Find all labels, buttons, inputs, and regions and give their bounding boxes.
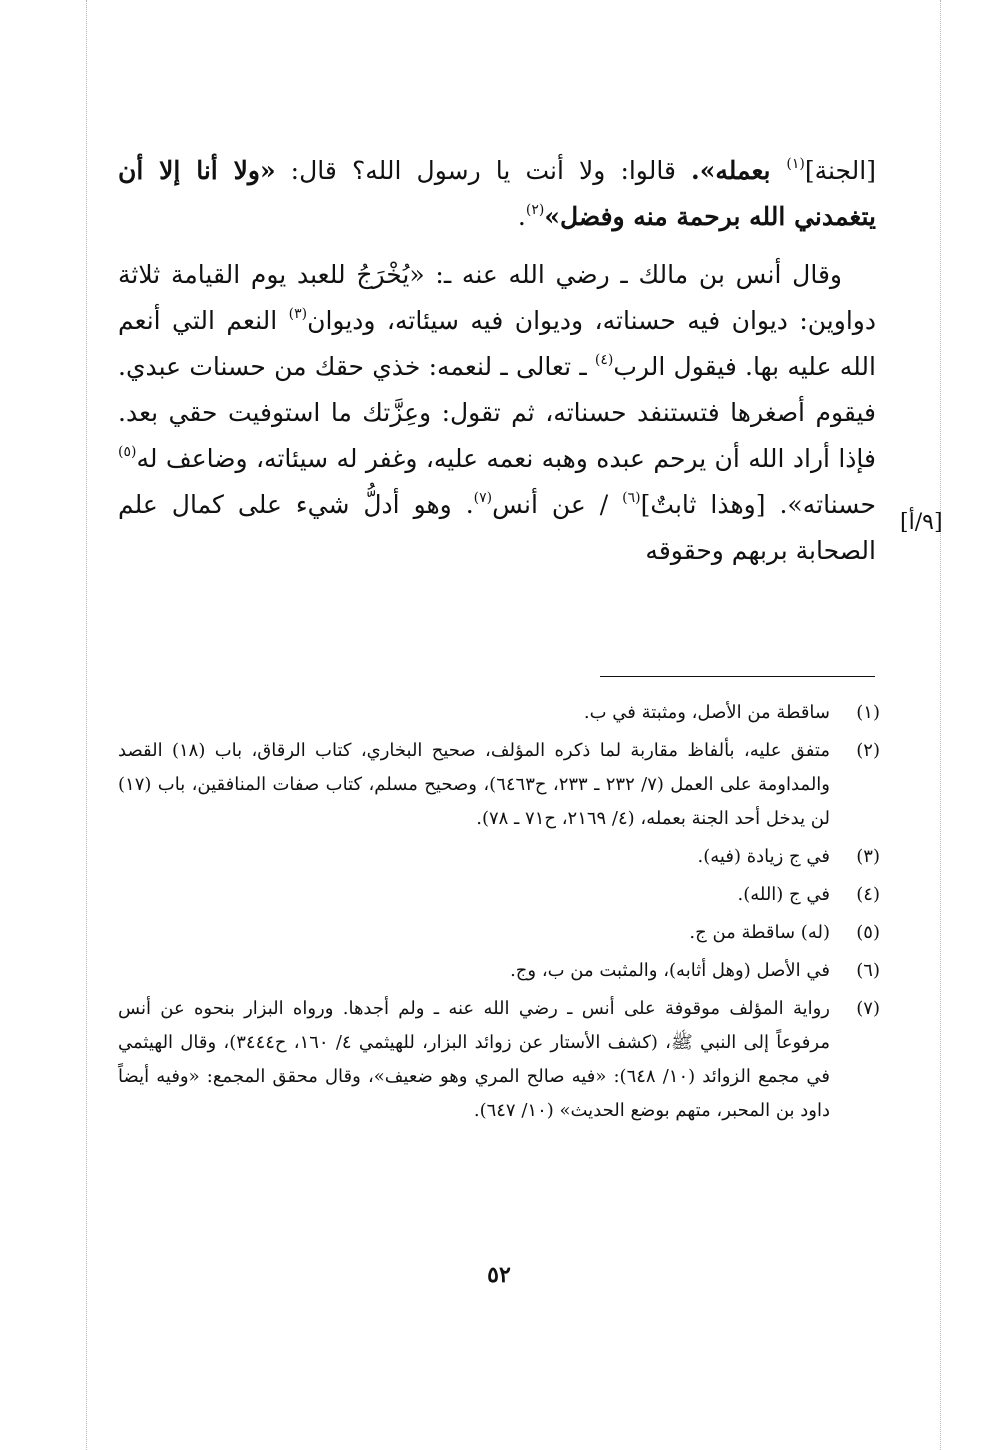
footnote-ref-2[interactable]: (٢): [525, 202, 545, 218]
footnote-number: (٦): [856, 960, 880, 981]
footnote-number: (٢): [856, 740, 880, 761]
footnote-number: (١): [856, 702, 880, 723]
footnote-7: [118, 992, 880, 1128]
bold-quote: «ولا أنا إلا أن يتغمدني الله برحمة منه وفضل»: [118, 156, 876, 231]
footnote-separator: [600, 676, 875, 677]
footnote-5: [118, 916, 880, 950]
footnote-ref-3[interactable]: (٣): [288, 306, 308, 322]
footnote-text: ساقطة من الأصل، ومثبتة في ب.: [583, 702, 830, 723]
text-run: [الجنة]: [804, 156, 876, 185]
main-text: [118, 148, 876, 574]
footnote-ref-6[interactable]: (٦): [622, 490, 641, 506]
text-run: . وهو أدلُّ شيء على كمال علم الصحابة بربهم وحقوقه: [118, 490, 876, 565]
footnote-2: [118, 734, 880, 836]
footnote-number: (٧): [856, 998, 880, 1019]
text-run: / عن أنس: [492, 490, 623, 519]
text-run: حسناته». [وهذا ثابتٌ]: [640, 490, 876, 519]
paragraph-1: [118, 148, 876, 240]
footnote-1: [118, 696, 880, 730]
footnote-number: (٣): [856, 846, 880, 867]
footnotes: [118, 696, 880, 1132]
footnote-3: [118, 840, 880, 874]
bold-run: بعمله».: [691, 156, 787, 185]
footnote-4: [118, 878, 880, 912]
footnote-text: في ج زيادة (فيه).: [697, 846, 830, 867]
page-edge-right: [940, 0, 941, 1450]
page-edge-left: [86, 0, 87, 1450]
footnote-ref-1[interactable]: (١): [786, 156, 805, 172]
text-run: .: [517, 202, 526, 231]
footnote-text: في الأصل (وهل أثابه)، والمثبت من ب، وج.: [510, 960, 830, 981]
text-run: ـ تعالى ـ لنعمه: خذي حقك من حسنات عبدي. فيقوم أصغرها فتستنفد حسناته، ثم تقول: وعِزَّتك ما استوفيت حقي بعد. فإذا أراد الله أن يرحم عبده وهبه نعمه عليه، وغفر له سيئاته، وضاعف له: [118, 352, 876, 473]
footnote-text: متفق عليه، بألفاظ مقاربة لما ذكره المؤلف، صحيح البخاري، كتاب الرقاق، باب (١٨) القصد والمداومة على العمل (٧/ ٢٣٢ ـ ٢٣٣، ح٦٤٦٣)، وصحيح مسلم، كتاب صفات المنافقين، باب (١٧) لن يدخل أحد الجنة بعمله، (٤/ ٢١٦٩، ح٧١ ـ ٧٨).: [118, 740, 830, 829]
text-run: قالوا: ولا أنت يا رسول الله؟ قال:: [275, 156, 692, 185]
footnote-number: (٤): [856, 884, 880, 905]
footnote-text: (له) ساقطة من ج.: [689, 922, 830, 943]
footnote-number: (٥): [856, 922, 880, 943]
footnote-ref-5[interactable]: (٥): [118, 444, 137, 460]
page-number: ٥٢: [487, 1262, 511, 1288]
text-run: وقال أنس بن مالك ـ رضي الله عنه ـ: «يُخْرَجُ للعبد يوم القيامة ثلاثة دواوين: ديوان فيه حسناته، وديوان فيه سيئاته، وديوان: [118, 260, 876, 335]
footnote-6: [118, 954, 880, 988]
footnote-ref-4[interactable]: (٤): [594, 352, 614, 368]
manuscript-folio-marker: [٩/أ]: [900, 510, 943, 535]
paragraph-2: [118, 252, 876, 574]
footnote-ref-7[interactable]: (٧): [473, 490, 493, 506]
footnote-text: في ج (الله).: [737, 884, 830, 905]
text-run: النعم التي أنعم الله عليه بها. فيقول الرب: [118, 306, 876, 381]
footnote-text: رواية المؤلف موقوفة على أنس ـ رضي الله عنه ـ ولم أجدها. ورواه البزار بنحوه عن أنس مرفوعاً إلى النبي ﷺ، (كشف الأستار عن زوائد البزار، للهيثمي ٤/ ١٦٠، ح٣٤٤٤)، وقال الهيثمي في مجمع الزوائد (١٠/ ٦٤٨): «فيه صالح المري وهو ضعيف»، وقال محقق المجمع: «وفيه أيضاً داود بن المحبر، متهم بوضع الحديث» (١٠/ ٦٤٧).: [118, 998, 830, 1121]
